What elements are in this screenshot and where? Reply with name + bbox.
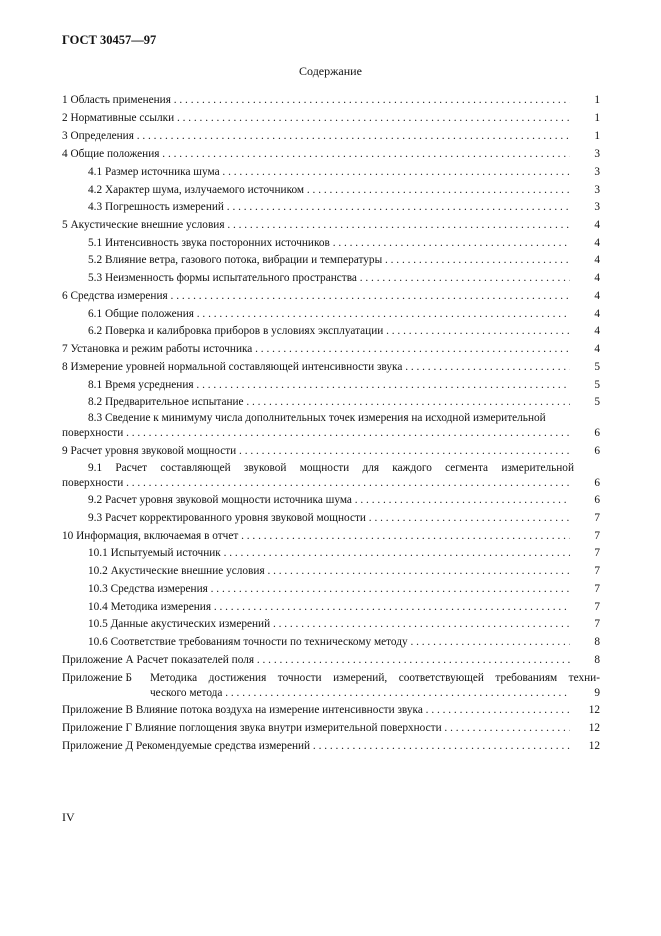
toc-entry-8-2[interactable]: 8.2 Предварительное испытание . . . 5 [62,395,600,410]
toc-entry-1[interactable]: 1 Область применения . . . 1 [62,93,600,108]
toc-entry-5-3[interactable]: 5.3 Неизменность формы испытательного пространства . . . 4 [62,271,600,286]
toc-entry-9-1-line1[interactable]: 9.1 Расчет составляющей звуковой мощности для каждого сегмента измерительной [88,462,574,474]
toc-entry-10-2[interactable]: 10.2 Акустические внешние условия . . . 7 [62,564,600,579]
toc-entry-5-1[interactable]: 5.1 Интенсивность звука посторонних источников . . . 4 [62,236,600,251]
toc-entry-appendix-d[interactable]: Приложение Д Рекомендуемые средства измерений . . . 12 [62,739,600,754]
toc-entry-10[interactable]: 10 Информация, включаемая в отчет . . . 7 [62,529,600,544]
toc-entry-2[interactable]: 2 Нормативные ссылки . . . 1 [62,111,600,126]
toc-entry-10-4[interactable]: 10.4 Методика измерения . . . 7 [62,600,600,615]
toc-entry-appendix-v[interactable]: Приложение В Влияние потока воздуха на измерение интенсивности звука . . . 12 [62,703,600,718]
toc-entry-8[interactable]: 8 Измерение уровней нормальной составляющей интенсивности звука . . . 5 [62,360,600,375]
toc-entry-9-3[interactable]: 9.3 Расчет корректированного уровня звуковой мощности . . . 7 [62,511,600,526]
toc-entry-5-2[interactable]: 5.2 Влияние ветра, газового потока, вибрации и температуры . . . 4 [62,253,600,268]
page-number: IV [62,810,75,824]
toc-entry-9-2[interactable]: 9.2 Расчет уровня звуковой мощности источника шума . . . 6 [62,493,600,508]
toc-entry-10-5[interactable]: 10.5 Данные акустических измерений . . . 7 [62,617,600,632]
toc-entry-appendix-b[interactable]: ческого метода . . . 9 [62,686,600,701]
toc-entry-appendix-a[interactable]: Приложение А Расчет показателей поля . . . 8 [62,653,600,668]
toc-entry-4-1[interactable]: 4.1 Размер источника шума . . . 3 [62,165,600,180]
toc-entry-10-1[interactable]: 10.1 Испытуемый источник . . . 7 [62,546,600,561]
toc-entry-9[interactable]: 9 Расчет уровня звуковой мощности . . . 6 [62,444,600,459]
toc-entry-9-1[interactable]: поверхности . . . 6 [62,476,600,491]
toc-entry-5[interactable]: 5 Акустические внешние условия . . . 4 [62,218,600,233]
page-title: Содержание [299,64,362,78]
toc-entry-10-3[interactable]: 10.3 Средства измерения . . . 7 [62,582,600,597]
toc-entry-3[interactable]: 3 Определения . . . 1 [62,129,600,144]
toc-entry-7[interactable]: 7 Установка и режим работы источника . . . 4 [62,342,600,357]
toc-entry-appendix-b-label[interactable]: Приложение Б [62,672,132,684]
toc-entry-4-2[interactable]: 4.2 Характер шума, излучаемого источником . . . 3 [62,183,600,198]
toc-entry-8-3[interactable]: поверхности . . . 6 [62,426,600,441]
toc-entry-6-2[interactable]: 6.2 Поверка и калибровка приборов в условиях эксплуатации . . . 4 [62,324,600,339]
toc-entry-appendix-g[interactable]: Приложение Г Влияние поглощения звука внутри измерительной поверхности . . . 12 [62,721,600,736]
toc-entry-4[interactable]: 4 Общие положения . . . 3 [62,147,600,162]
toc-entry-appendix-b-line1[interactable]: Методика достижения точности измерений, соответствующей требованиям техни- [150,672,600,684]
toc-entry-8-3-line1[interactable]: 8.3 Сведение к минимуму числа дополнительных точек измерения на исходной измерительной [88,412,546,424]
toc-entry-10-6[interactable]: 10.6 Соответствие требованиям точности по техническому методу . . . 8 [62,635,600,650]
toc-entry-6[interactable]: 6 Средства измерения . . . 4 [62,289,600,304]
document-code: ГОСТ 30457—97 [62,33,157,47]
toc-entry-4-3[interactable]: 4.3 Погрешность измерений . . . 3 [62,200,600,215]
toc-entry-8-1[interactable]: 8.1 Время усреднения . . . 5 [62,378,600,393]
toc-entry-6-1[interactable]: 6.1 Общие положения . . . 4 [62,307,600,322]
